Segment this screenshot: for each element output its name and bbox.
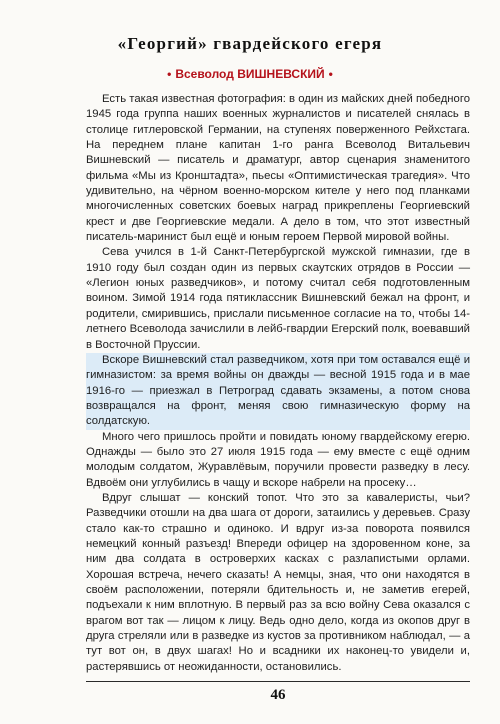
paragraph-5: Вдруг слышат — конский топот. Что это за кавалеристы, чьи? Разведчики отошли на два шага от дороги, затаились у деревьев. Сразу стало как-то страшно и одиноко. И вдруг из-за поворота появился немецкий конный разъезд! Впереди офицер на здоровенном коне, за ним два солдата в островерхих касках с разлапистыми орлами. Хорошая встреча, нечего сказать! А немцы, зная, что они находятся в своём расположении, потеряли бдительность и, не заметив егерей, подъехали к ним вплотную. В первый раз за всю войну Сева оказался с врагом вот так — лицом к лицу. Ведь одно дело, когда из окопов друг в друга стреляли или в разведке из кустов за противником наблюдал, — а тут вот он, в двух шагах! Но и всадники их наконец-то увидели и, растерявшись от неожиданности, остановились. bbox=[86, 491, 470, 673]
author-last-name: ВИШНЕВСКИЙ bbox=[237, 67, 325, 81]
paragraph-3: Вскоре Вишневский стал разведчиком, хотя при том оставался ещё и гимназистом: за время войны он дважды — весной 1915 года и в мае 1916-го — приезжал в Петроград сдавать экзамены, а потом снова возвращался на фронт, меняя свою гимназическую форму на солдатскую. bbox=[86, 353, 470, 430]
page-number: 46 bbox=[270, 687, 286, 703]
author-byline bbox=[0, 67, 500, 81]
author-first-name: Всеволод bbox=[175, 67, 234, 81]
bullet-left-icon: • bbox=[167, 67, 172, 81]
article-title: «Георгий» гвардейского егеря bbox=[117, 34, 383, 53]
paragraph-2: Сева учился в 1-й Санкт-Петербургской мужской гимназии, где в 1910 году был создан один из первых скаутских отрядов в России — «Легион юных разведчиков», и потому считал себя подготовленным воином. Зимой 1914 года пятиклассник Вишневский бежал на фронт, и родители, смирившись, прислали письменное согласие на то, чтобы 14-летнего Всеволода зачислили в лейб-гвардии Егерский полк, воевавший в Восточной Пруссии. bbox=[86, 246, 470, 351]
bullet-right-icon: • bbox=[328, 67, 333, 81]
footer-rule bbox=[86, 681, 470, 682]
paragraph-4: Много чего пришлось пройти и повидать юному гвардейскому егерю. Однажды — было это 27 июля 1915 года — ему вместе с ещё одним молодым солдатом, Журавлёвым, поручили провести разведку в лесу. Вдвоём они углубились в чащу и вскоре набрели на просеку… bbox=[86, 430, 470, 489]
article-body bbox=[86, 92, 470, 675]
paragraph-1: Есть такая известная фотография: в один из майских дней победного 1945 года группа наших военных журналистов и писателей снялась в столице гитлеровской Германии, на ступенях поверженного Рейхстага. На переднем плане капитан 1-го ранга Всеволод Витальевич Вишневский — писатель и драматург, автор сценария знаменитого фильма «Мы из Кронштадта», пьесы «Оптимистическая трагедия». Что удивительно, на чёрном военно-морском кителе у него под планками многочисленных советских боевых наград прикреплены Георгиевский крест и две Георгиевские медали. А дело в том, что этот известный писатель-маринист был ещё и юным героем Первой мировой войны. bbox=[86, 93, 470, 244]
